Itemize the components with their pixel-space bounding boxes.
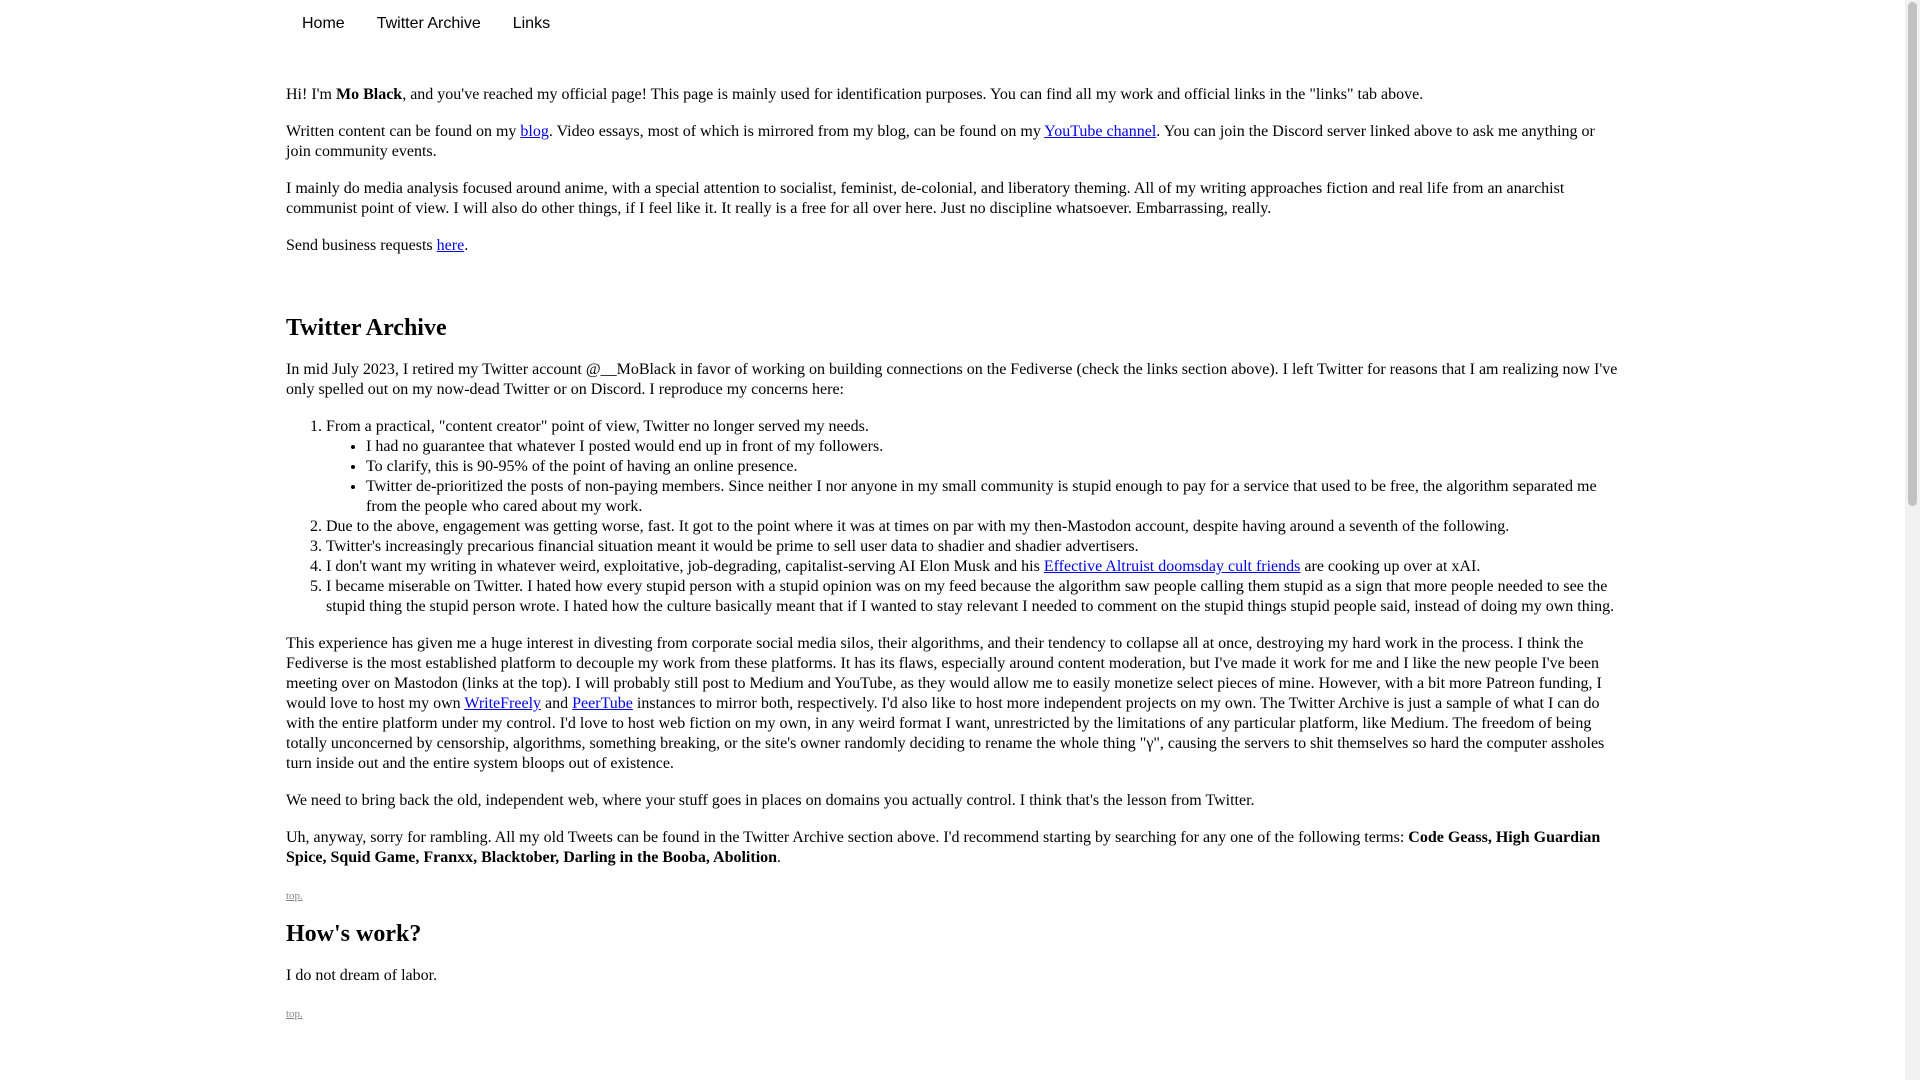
list-item: 3. Twitter's increasingly precarious financial situation meant it would be prime to sell user data to shadier and shadier advertisers. — [326, 537, 1622, 557]
twitter-archive-section — [286, 314, 1622, 920]
writefreely-link[interactable]: WriteFreely — [464, 695, 542, 712]
nav-twitter-archive[interactable]: Twitter Archive — [376, 15, 481, 32]
back-to-top-link[interactable]: top. — [286, 1008, 303, 1020]
blog-link[interactable]: blog — [520, 123, 549, 140]
list-item: • To clarify, this is 90-95% of the point of having an online presence. — [366, 457, 1622, 477]
author-name: Mo Black — [335, 86, 403, 103]
youtube-channel-link[interactable]: YouTube channel — [1044, 123, 1157, 140]
business-requests-link[interactable]: here — [436, 237, 465, 254]
intro-paragraph-2: Written content can be found on my blog. Video essays, most of which is mirrored from my blog, can be found on my YouTube channel. You can join the Discord server linked above to ask me anything or join community events. — [286, 123, 1595, 160]
twitter-paragraph-4: Uh, anyway, sorry for rambling. All my old Tweets can be found in the Twitter Archive section above. I'd recommend starting by searching for any one of the following terms: Code Geass, High Guardian Spice, Squid Game, Franxx, Blacktober, Darling in the Booba, Abolition. — [286, 829, 1601, 866]
intro-paragraph-1: Hi! I'm Mo Black, and you've reached my official page! This page is mainly used for identification purposes. You can find all my work and official links in the "links" tab above. — [286, 86, 1424, 103]
work-heading: How's work? — [286, 921, 422, 947]
top-navigation — [286, 12, 566, 36]
twitter-concerns-list — [286, 417, 1622, 617]
intro-section — [286, 85, 1622, 256]
intro-paragraph-3: I mainly do media analysis focused around anime, with a special attention to socialist, feminist, de-colonial, and liberatory theming. All of my writing approaches fiction and real life from an anarchist communist point of view. I will also do other things, if I feel like it. It really is a free for all over here. Just no discipline whatsoever. Embarrassing, really. — [286, 180, 1565, 217]
list-item: • Twitter de-prioritized the posts of non-paying members. Since neither I nor anyone in my small community is stupid enough to pay for a service that used to be free, the algorithm separated me from the people who cared about my work. — [366, 477, 1622, 517]
back-to-top-link[interactable]: top. — [286, 890, 303, 902]
search-terms: Code Geass, High Guardian Spice, Squid Game, Franxx, Blacktober, Darling in the Booba, Abolition — [286, 829, 1601, 866]
work-section — [286, 920, 1622, 1023]
twitter-concerns-sublist — [326, 437, 1622, 517]
nav-home[interactable]: Home — [302, 15, 345, 32]
list-item: • I had no guarantee that whatever I posted would end up in front of my followers. — [366, 437, 1622, 457]
effective-altruist-link[interactable]: Effective Altruist doomsday cult friends — [1043, 558, 1301, 575]
nav-links[interactable]: Links — [512, 15, 551, 32]
twitter-paragraph-2: This experience has given me a huge interest in divesting from corporate social media silos, their algorithms, and their tendency to collapse all at once, destroying my hard work in the process. I think the Fediverse is the most established platform to decouple my work from these platforms. It has its flaws, especially around content moderation, but I've made it work for me and I like the new people I've been meeting over on Mastodon (links at the top). I will probably still post to Medium and YouTube, as they would allow me to easily monetize select pieces of mine. However, with a bit more Patreon funding, I would love to host my own WriteFreely and PeerTube instances to mirror both, respectively. I'd also like to host more independent projects on my own. The Twitter Archive is just a sample of what I can do with the entire platform under my control. I'd love to host web fiction on my own, in any weird format I want, unrestricted by the limitations of any particular platform, like Medium. The freedom of being totally unconcerned by censorship, algorithms, something breaking, or the site's owner randomly deciding to rename the whole thing "γ", causing the servers to shit themselves so hard the computer assholes turn inside out and the entire system bloops out of existence. — [286, 635, 1605, 772]
main-content — [286, 85, 1622, 1023]
list-item: 1. From a practical, "content creator" point of view, Twitter no longer served my needs. • I had no guarantee that whatever I posted would end up in front of my followers. • To clarify, this is 90-95% of the point of having an online presence. • Twitter de-prioritized the posts of non-paying members. Since neither I nor anyone in my small community is stupid enough to pay for a service that used to be free, the algorithm separated me from the people who cared about my work. — [326, 417, 1622, 517]
scrollbar-thumb[interactable] — [1908, 2, 1917, 506]
list-item: 5. I became miserable on Twitter. I hated how every stupid person with a stupid opinion was on my feed because the algorithm saw people calling them stupid as a sign that more people needed to see the stupid thing the stupid person wrote. I hated how the culture basically meant that if I wanted to stay relevant I needed to comment on the stupid things stupid people said, instead of doing my own thing. — [326, 577, 1622, 617]
peertube-link[interactable]: PeerTube — [572, 695, 633, 712]
vertical-scrollbar[interactable] — [1905, 0, 1920, 1080]
intro-paragraph-4: Send business requests here. — [286, 237, 469, 254]
list-item: 2. Due to the above, engagement was getting worse, fast. It got to the point where it was at times on par with my then-Mastodon account, despite having around a seventh of the following. — [326, 517, 1622, 537]
twitter-paragraph-1: In mid July 2023, I retired my Twitter account @__MoBlack in favor of working on building connections on the Fediverse (check the links section above). I left Twitter for reasons that I am realizing now I've only spelled out on my now-dead Twitter or on Discord. I reproduce my concerns here: — [286, 361, 1618, 398]
work-paragraph-1: I do not dream of labor. — [286, 967, 438, 984]
twitter-paragraph-3: We need to bring back the old, independent web, where your stuff goes in places on domains you actually control. I think that's the lesson from Twitter. — [286, 792, 1255, 809]
list-item: 4. I don't want my writing in whatever weird, exploitative, job-degrading, capitalist-serving AI Elon Musk and his Effective Altruist doomsday cult friends are cooking up over at xAI. — [326, 557, 1622, 577]
twitter-archive-heading: Twitter Archive — [286, 315, 447, 341]
